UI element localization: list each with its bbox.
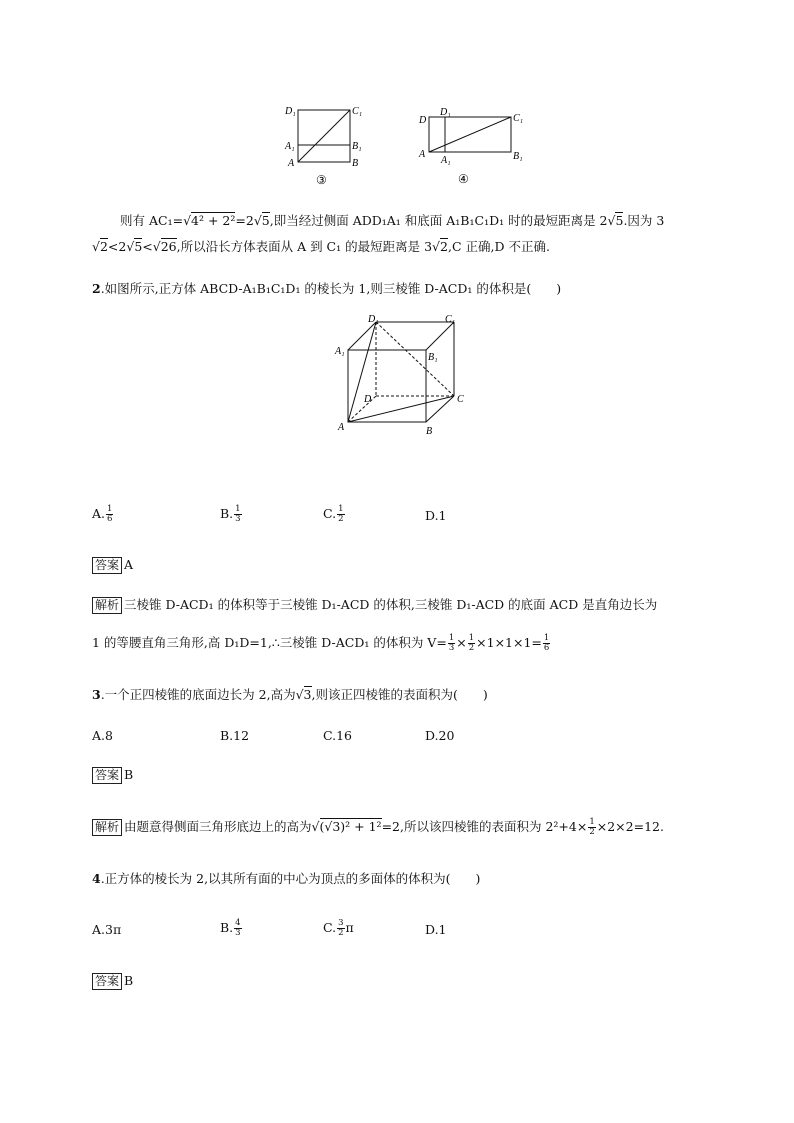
analysis-tag: 解析 — [92, 819, 122, 836]
label-a: A — [288, 158, 295, 169]
q4-option-a[interactable]: A.3π — [92, 922, 122, 937]
label-a1: A₁ — [441, 155, 451, 166]
q4-option-b[interactable]: B. $\frac{4}{3}$ — [220, 918, 241, 938]
label-d: D — [419, 115, 427, 126]
answer-tag: 答案 — [92, 557, 122, 574]
label-d1: D₁ — [368, 314, 379, 325]
label-a1: A₁ — [335, 346, 345, 357]
q2-answer: 答案 A — [92, 556, 133, 574]
q3-option-c[interactable]: C.16 — [323, 728, 352, 743]
q3-option-a[interactable]: A.8 — [92, 728, 113, 743]
label-c: C — [457, 394, 464, 405]
label-b: B — [426, 426, 433, 437]
q4-option-c[interactable]: C. $\frac{3}{2}$ π — [323, 918, 354, 938]
label-b1: B₁ — [513, 151, 523, 162]
label-b: B — [352, 158, 359, 169]
label-a: A — [419, 149, 426, 160]
label-b1: B₁ — [352, 141, 362, 152]
label-d1: D₁ — [285, 106, 296, 117]
label-d1: D₁ — [440, 107, 451, 118]
q3-answer: 答案 B — [92, 766, 133, 784]
answer-tag: 答案 — [92, 767, 122, 784]
figure-unfold-4 — [415, 105, 525, 190]
q2-option-c[interactable]: C. $\frac{1}{2}$ — [323, 504, 344, 524]
solution-line-2: √2<2√5<√26,所以沿长方体表面从 A 到 C₁ 的最短距离是 3√2,C 正确,D 不正确. — [92, 239, 550, 254]
solution-line-1: 则有 AC₁=√4² + 2²=2√5,即当经过侧面 ADD₁A₁ 和底面 A₁B₁C₁D₁ 时的最短距离是 2√5.因为 3 — [120, 213, 665, 228]
label-a: A — [338, 422, 345, 433]
q2-option-b[interactable]: B. $\frac{1}{3}$ — [220, 504, 241, 524]
q2-option-d[interactable]: D.1 — [425, 508, 447, 523]
caption-3: ③ — [316, 173, 327, 187]
question-4: 4.正方体的棱长为 2,以其所有面的中心为顶点的多面体的体积为( ) — [92, 871, 481, 886]
question-3: 3.一个正四棱锥的底面边长为 2,高为√3,则该正四棱锥的表面积为( ) — [92, 687, 488, 702]
q3-option-d[interactable]: D.20 — [425, 728, 455, 743]
q3-option-b[interactable]: B.12 — [220, 728, 250, 743]
question-2: 2.如图所示,正方体 ABCD-A₁B₁C₁D₁ 的棱长为 1,则三棱锥 D-ACD₁ 的体积是( ) — [92, 281, 562, 296]
answer-tag: 答案 — [92, 973, 122, 990]
q3-analysis: 解析 由题意得侧面三角形底边上的高为√(√3)² + 1²=2,所以该四棱锥的表面积为 2²+4× $\frac{1}{2}$ ×2×2=12. — [92, 818, 664, 837]
label-d: D — [364, 394, 372, 405]
q4-answer: 答案 B — [92, 972, 133, 990]
q2-analysis-1: 解析 三棱锥 D-ACD₁ 的体积等于三棱锥 D₁-ACD 的体积,三棱锥 D₁-ACD 的底面 ACD 是直角边长为 — [92, 596, 657, 614]
analysis-tag: 解析 — [92, 597, 122, 614]
figure-unfold-3 — [280, 100, 370, 190]
label-c1: C₁ — [352, 106, 363, 117]
label-a1: A₁ — [285, 141, 295, 152]
q2-analysis-2: 1 的等腰直角三角形,高 D₁D=1,∴三棱锥 D-ACD₁ 的体积为 V= $\frac{1}{3}$ × $\frac{1}{2}$ ×1×1×1= $\frac{1}{6}$ — [92, 633, 550, 653]
sqrt: √4² + 2² — [183, 213, 236, 228]
q2-option-a[interactable]: A. $\frac{1}{6}$ — [92, 504, 113, 524]
label-c1: C₁ — [445, 314, 456, 325]
q4-option-d[interactable]: D.1 — [425, 922, 447, 937]
caption-4: ④ — [458, 172, 469, 186]
cube-figure — [330, 310, 465, 440]
label-c1: C₁ — [513, 113, 524, 124]
label-b1: B₁ — [428, 352, 438, 363]
